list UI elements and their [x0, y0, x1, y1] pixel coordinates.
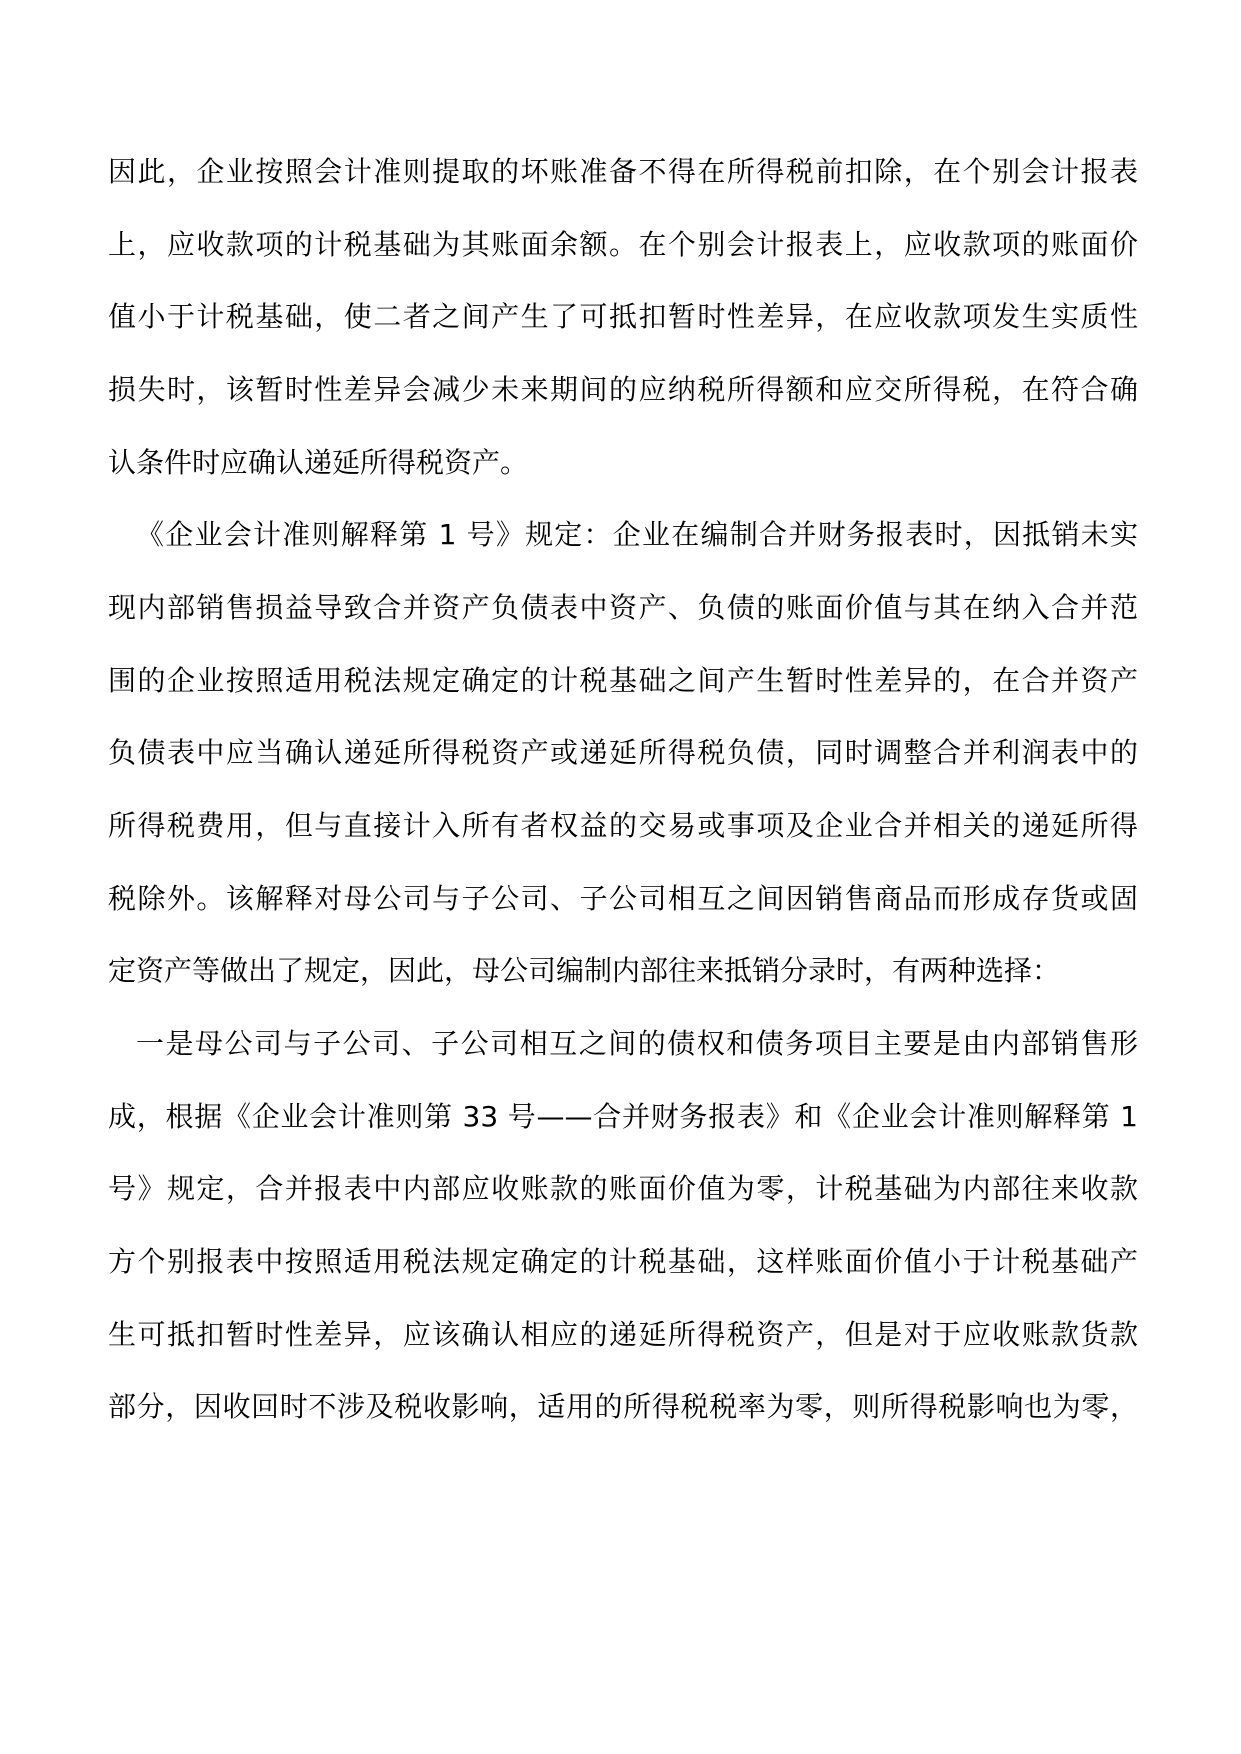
text-line: 方个别报表中按照适用税法规定确定的计税基础，这样账面价值小于计税基础产 [108, 1245, 1138, 1278]
text-line: 成，根据《企业会计准则第 33 号——合并财务报表》和《企业会计准则解释第 1 [108, 1100, 1138, 1133]
text-line: 因此，企业按照会计准则提取的坏账准备不得在所得税前扣除，在个别会计报表 [108, 155, 1138, 188]
text-line: 负债表中应当确认递延所得税资产或递延所得税负债，同时调整合并利润表中的 [108, 736, 1138, 769]
text-line: 一是母公司与子公司、子公司相互之间的债权和债务项目主要是由内部销售形 [136, 1027, 1138, 1060]
text-line: 号》规定，合并报表中内部应收账款的账面价值为零，计税基础为内部往来收款 [108, 1172, 1138, 1205]
text-line: 值小于计税基础，使二者之间产生了可抵扣暂时性差异，在应收款项发生实质性 [108, 300, 1138, 333]
text-line: 部分，因收回时不涉及税收影响，适用的所得税税率为零，则所得税影响也为零， [108, 1390, 1138, 1423]
text-line: 定资产等做出了规定，因此，母公司编制内部往来抵销分录时，有两种选择： [108, 954, 1061, 987]
text-line: 认条件时应确认递延所得税资产。 [108, 446, 529, 479]
text-line: 税除外。该解释对母公司与子公司、子公司相互之间因销售商品而形成存货或固 [108, 882, 1138, 915]
text-line: 围的企业按照适用税法规定确定的计税基础之间产生暂时性差异的，在合并资产 [108, 664, 1138, 697]
text-line: 所得税费用，但与直接计入所有者权益的交易或事项及企业合并相关的递延所得 [108, 809, 1138, 842]
text-line: 生可抵扣暂时性差异，应该确认相应的递延所得税资产，但是对于应收账款货款 [108, 1318, 1138, 1351]
text-line: 现内部销售损益导致合并资产负债表中资产、负债的账面价值与其在纳入合并范 [108, 591, 1138, 624]
text-line: 《企业会计准则解释第 1 号》规定：企业在编制合并财务报表时，因抵销未实 [136, 518, 1138, 551]
text-line: 损失时，该暂时性差异会减少未来期间的应纳税所得额和应交所得税，在符合确 [108, 373, 1138, 406]
text-line: 上，应收款项的计税基础为其账面余额。在个别会计报表上，应收款项的账面价 [108, 228, 1138, 261]
